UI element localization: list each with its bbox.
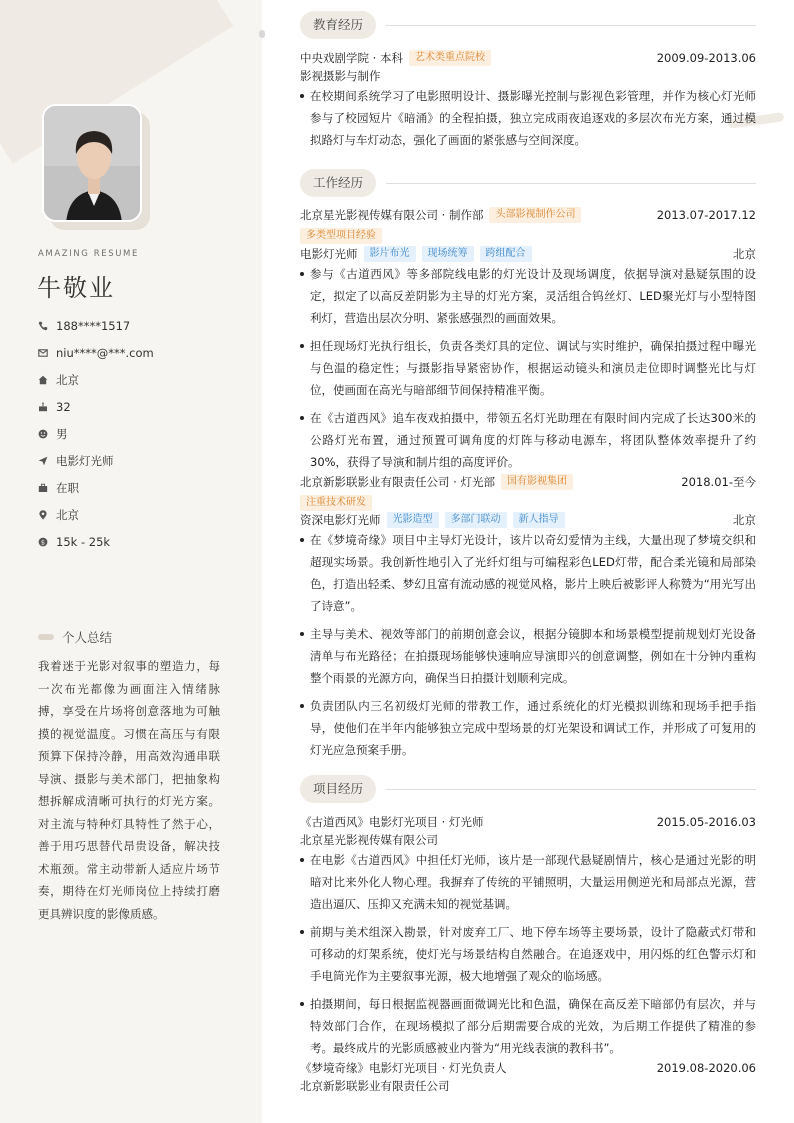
phone-icon bbox=[38, 321, 48, 331]
list-item: 担任现场灯光执行组长，负责各类灯具的定位、调试与实时维护，确保拍摄过程中曝光与色温的稳定性；与摄影指导紧密协作，根据运动镜头和演员走位即时调整光比与灯位，使画面在高光与暗部细节间保持精准平衡。 bbox=[300, 335, 756, 401]
role-tag: 多部门联动 bbox=[445, 512, 507, 528]
company-tag: 国有影视集团 bbox=[501, 474, 573, 490]
list-item: 在《古道西风》追车夜戏拍摄中，带领五名灯光助理在有限时间内完成了长达300米的公路灯光布置，通过预置可调角度的灯阵与移动电源车，将团队整体效率提升了约30%，获得了导演和制片组的高度评价。 bbox=[300, 407, 756, 473]
school-tag: 艺术类重点院校 bbox=[409, 50, 491, 66]
project-date: 2019.08-2020.06 bbox=[656, 1061, 756, 1075]
project-company: 北京新影联影业有限责任公司 bbox=[300, 1079, 450, 1093]
svg-text:$: $ bbox=[40, 537, 46, 546]
role-tag: 新人指导 bbox=[513, 512, 565, 528]
role-tag: 影片布光 bbox=[364, 246, 416, 262]
send-icon bbox=[38, 456, 48, 466]
experience-tag: 多类型项目经验 bbox=[300, 228, 382, 244]
job-date: 2018.01-至今 bbox=[681, 475, 756, 489]
role-tag: 跨组配合 bbox=[480, 246, 532, 262]
company-name: 北京新影联影业有限责任公司 · 灯光部 bbox=[300, 475, 495, 489]
list-item: 负责团队内三名初级灯光师的带教工作，通过系统化的灯光模拟训练和现场手把手指导，使他们在半年内能够独立完成中型场景的灯光架设和调试工作，并形成了可复用的灯光应急预案手册。 bbox=[300, 695, 756, 761]
salary-icon bbox=[38, 537, 48, 547]
list-item: 在校期间系统学习了电影照明设计、摄影曝光控制与影视色彩管理，并作为核心灯光师参与了校园短片《暗涌》的全程拍摄，独立完成雨夜追逐戏的多层次布光方案，通过模拟路灯与车灯动态，强化了画面的紧张感与空间深度。 bbox=[300, 85, 756, 151]
avatar bbox=[42, 104, 142, 222]
job-city: 北京 bbox=[733, 247, 756, 261]
project-name: 《梦境奇缘》电影灯光项目 · 灯光负责人 bbox=[300, 1061, 507, 1075]
info-location: 北京 bbox=[38, 501, 248, 528]
experience-tag: 注重技术研发 bbox=[300, 495, 372, 511]
summary-heading: 个人总结 bbox=[38, 628, 112, 646]
job-2-bullets bbox=[300, 529, 756, 761]
role-tag: 现场统筹 bbox=[422, 246, 474, 262]
avatar-image bbox=[44, 106, 142, 222]
decor-dot bbox=[259, 30, 265, 38]
job-1-header bbox=[300, 206, 756, 224]
major: 影视摄影与制作 bbox=[300, 69, 381, 83]
company-tag: 头部影视制作公司 bbox=[489, 207, 581, 223]
job-1-role-row bbox=[300, 245, 756, 263]
mail-icon bbox=[38, 348, 48, 358]
list-item: 拍摄期间，每日根据监视器画面微调光比和色温，确保在高反差下暗部仍有层次，并与特效部门合作，在现场模拟了部分后期需要合成的光效，为后期工作提供了精准的参考。最终成片的光影质感被业内誉为“用光线表演的教科书”。 bbox=[300, 993, 756, 1059]
info-salary: $ 15k - 25k bbox=[38, 528, 248, 555]
company-name: 北京星光影视传媒有限公司 · 制作部 bbox=[300, 208, 484, 222]
section-work bbox=[300, 169, 756, 197]
project-2-company-row bbox=[300, 1077, 756, 1095]
list-item: 在电影《古道西风》中担任灯光师，该片是一部现代悬疑剧情片，核心是通过光影的明暗对比来外化人物心理。我摒弃了传统的平铺照明，大量运用侧逆光和局部点光源，营造出逼仄、压抑又充满未知的视觉基调。 bbox=[300, 849, 756, 915]
info-phone: 188****1517 bbox=[38, 312, 248, 339]
project-name: 《古道西风》电影灯光项目 · 灯光师 bbox=[300, 815, 484, 829]
job-date: 2013.07-2017.12 bbox=[656, 208, 756, 222]
section-education bbox=[300, 11, 756, 39]
education-date: 2009.09-2013.06 bbox=[656, 51, 756, 65]
info-gender: 男 bbox=[38, 420, 248, 447]
job-2-role-row bbox=[300, 511, 756, 529]
info-home: 北京 bbox=[38, 366, 248, 393]
tagline: AMAZING RESUME bbox=[38, 249, 139, 259]
info-status: 在职 bbox=[38, 474, 248, 501]
job-role: 资深电影灯光师 bbox=[300, 513, 381, 527]
profile-photo bbox=[42, 104, 144, 222]
project-1-bullets bbox=[300, 849, 756, 1059]
info-age: 32 bbox=[38, 393, 248, 420]
job-2-extra bbox=[300, 494, 756, 512]
briefcase-icon bbox=[38, 483, 48, 493]
project-company: 北京星光影视传媒有限公司 bbox=[300, 833, 438, 847]
project-date: 2015.05-2016.03 bbox=[656, 815, 756, 829]
gender-icon bbox=[38, 429, 48, 439]
job-role: 电影灯光师 bbox=[300, 247, 358, 261]
section-title: 工作经历 bbox=[300, 169, 376, 197]
list-item: 主导与美术、视效等部门的前期创意会议，根据分镜脚本和场景模型提前规划灯光设备清单与布光路径；在拍摄现场能够快速响应导演即兴的创意调整，例如在十分钟内重构整个雨景的光源方向，确保当日拍摄计划顺利完成。 bbox=[300, 623, 756, 689]
cake-icon bbox=[38, 402, 48, 412]
job-1-extra bbox=[300, 227, 756, 245]
section-title: 教育经历 bbox=[300, 11, 376, 39]
personal-info-list bbox=[38, 312, 248, 555]
job-city: 北京 bbox=[733, 513, 756, 527]
list-item: 在《梦境奇缘》项目中主导灯光设计，该片以奇幻爱情为主线，大量出现了梦境交织和超现实场景。我创新性地引入了光纤灯组与可编程彩色LED灯带，配合柔光镜和局部染色，打造出轻柔、梦幻且富有流动感的视觉风格，影片上映后被影评人称赞为“用光写出了诗意”。 bbox=[300, 529, 756, 617]
section-title: 项目经历 bbox=[300, 775, 376, 803]
project-1-company-row bbox=[300, 831, 756, 849]
project-1-header bbox=[300, 813, 756, 831]
education-header bbox=[300, 49, 756, 67]
summary-text: 我着迷于光影对叙事的塑造力，每一次布光都像为画面注入情绪脉搏，享受在片场将创意落地为可触摸的视觉温度。习惯在高压与有限预算下保持冷静，用高效沟通串联导演、摄影与美术部门，把抽象构想拆解成清晰可执行的灯光方案。对主流与特种灯具特性了然于心，善于用巧思替代昂贵设备，解决技术瓶颈。常主动带新人适应片场节奏，期待在灯光师岗位上持续打磨更具辨识度的影像质感。 bbox=[38, 659, 220, 921]
school-name: 中央戏剧学院 · 本科 bbox=[300, 51, 403, 65]
list-item: 参与《古道西风》等多部院线电影的灯光设计及现场调度，依据导演对悬疑氛围的设定，拟定了以高反差阴影为主导的灯光方案，灵活组合钨丝灯、LED聚光灯与小型特图利灯，营造出层次分明、紧张感强烈的画面效果。 bbox=[300, 263, 756, 329]
education-major-row bbox=[300, 67, 756, 85]
role-tag: 光影造型 bbox=[387, 512, 439, 528]
section-projects bbox=[300, 775, 756, 803]
info-position: 电影灯光师 bbox=[38, 447, 248, 474]
list-item: 前期与美术组深入勘景，针对废弃工厂、地下停车场等主要场景，设计了隐蔽式灯带和可移动的灯架系统，使灯光与场景结构自然融合。在追逐戏中，用闪烁的红色警示灯和手电筒光作为主要叙事光源，极大地增强了观众的临场感。 bbox=[300, 921, 756, 987]
home-icon bbox=[38, 375, 48, 385]
candidate-name: 牛敬业 bbox=[37, 274, 115, 302]
info-email: niu****@***.com bbox=[38, 339, 248, 366]
job-2-header bbox=[300, 473, 756, 491]
location-icon bbox=[38, 510, 48, 520]
education-bullets bbox=[300, 85, 756, 151]
project-2-header bbox=[300, 1059, 756, 1077]
job-1-bullets bbox=[300, 263, 756, 473]
